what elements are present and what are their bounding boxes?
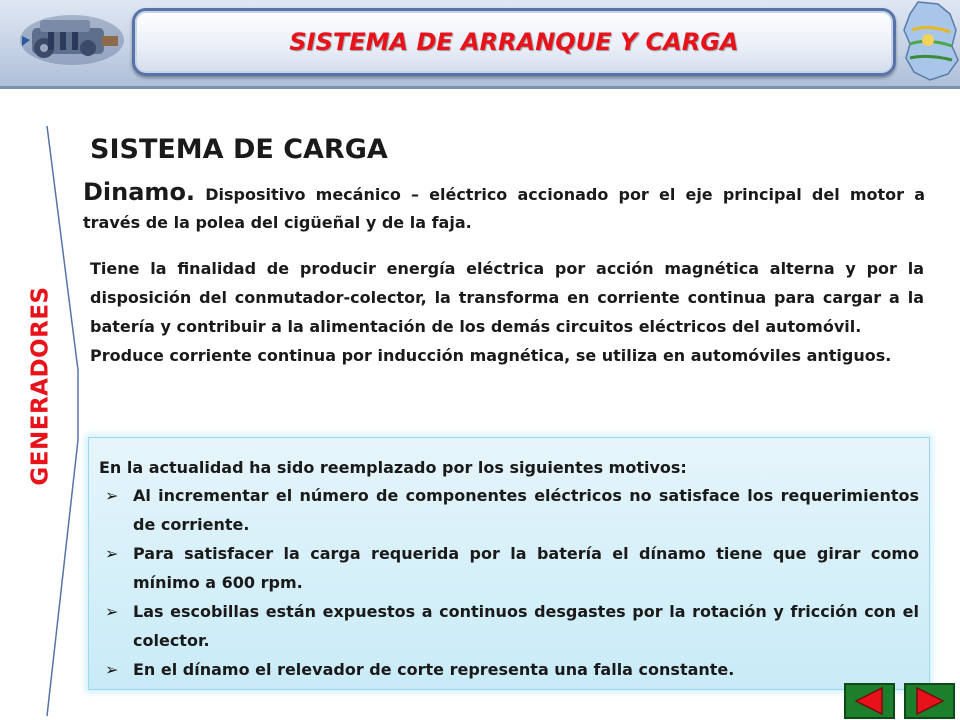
list-item: ➢ En el dínamo el relevador de corte representa una falla constante.	[99, 655, 919, 684]
side-label-text: GENERADORES	[28, 286, 55, 486]
engine-icon	[18, 10, 126, 68]
arrow-bullet-icon: ➢	[105, 544, 119, 563]
side-label-generadores	[23, 236, 59, 536]
page-title: SISTEMA DE ARRANQUE Y CARGA	[289, 28, 739, 56]
description-block	[90, 254, 924, 370]
next-slide-button[interactable]	[904, 683, 955, 719]
map-icon	[898, 0, 960, 82]
list-item: ➢ Para satisfacer la carga requerida por la batería el dínamo tiene que girar como mínimo a 600 rpm.	[99, 539, 919, 597]
section-heading: SISTEMA DE CARGA	[90, 134, 388, 165]
title-banner	[132, 8, 896, 76]
triangle-right-icon	[906, 685, 953, 717]
arrow-bullet-icon: ➢	[105, 486, 119, 505]
previous-slide-button[interactable]	[844, 683, 895, 719]
reasons-list	[99, 481, 919, 684]
triangle-left-icon	[846, 685, 893, 717]
arrow-bullet-icon: ➢	[105, 602, 119, 621]
description-paragraph-2: Produce corriente continua por inducción magnética, se utiliza en automóviles antiguos.	[90, 346, 892, 365]
list-item: ➢ Las escobillas están expuestos a continuos desgastes por la rotación y fricción con el colector.	[99, 597, 919, 655]
reasons-intro: En la actualidad ha sido reemplazado por los siguientes motivos:	[99, 458, 687, 477]
reasons-box	[88, 437, 930, 690]
intro-paragraph	[83, 178, 925, 237]
intro-term: Dinamo.	[83, 178, 196, 206]
arrow-bullet-icon: ➢	[105, 660, 119, 679]
header-banner	[0, 0, 960, 89]
intro-text: Dispositivo mecánico – eléctrico accionado por el eje principal del motor a través de la polea del cigüeñal y de la faja.	[83, 185, 925, 232]
list-item: ➢ Al incrementar el número de componentes eléctricos no satisface los requerimientos de corriente.	[99, 481, 919, 539]
description-paragraph-1: Tiene la finalidad de producir energía eléctrica por acción magnética alterna y por la disposición del conmutador-colector, la transforma en corriente continua para cargar a la batería y contribuir a la alimentación de los demás circuitos eléctricos del automóvil.	[90, 259, 924, 336]
